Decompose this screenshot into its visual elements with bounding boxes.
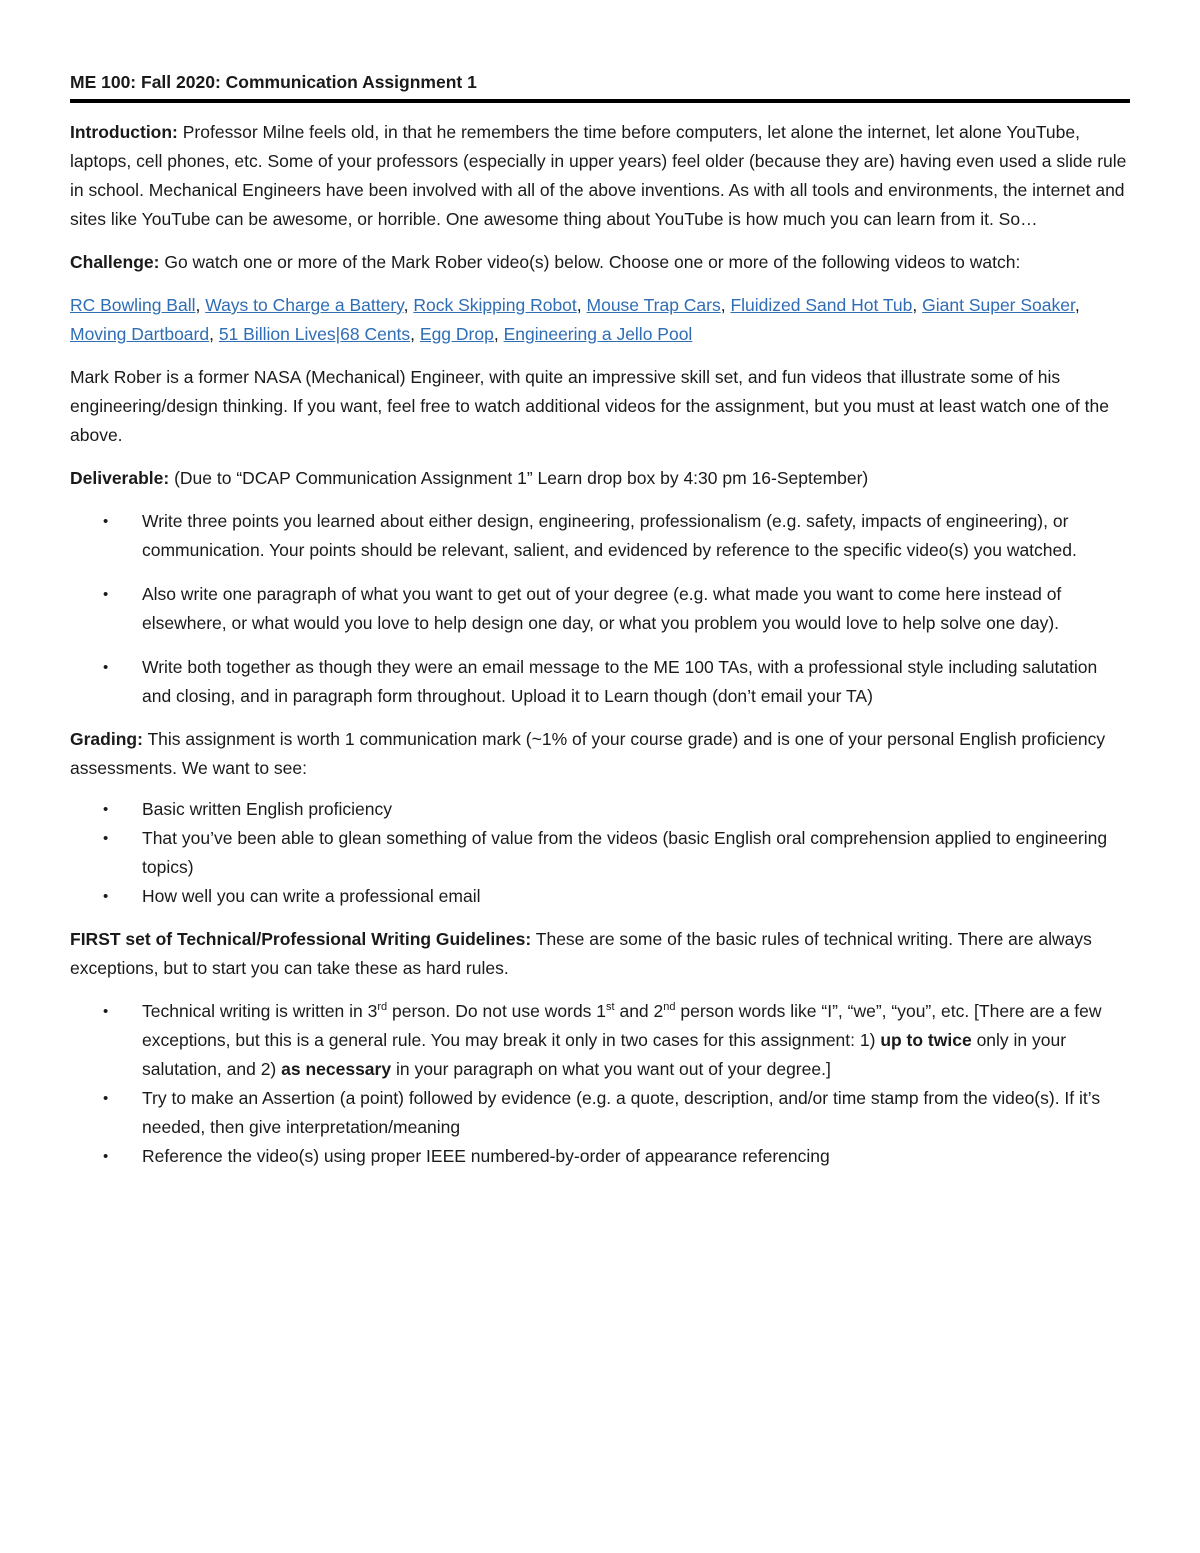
guidelines-label: FIRST set of Technical/Professional Writing Guidelines: [70,929,532,949]
list-item-text: Technical writing is written in 3 [142,1001,378,1021]
list-item-text: Write both together as though they were an email message to the ME 100 TAs, with a professional style including salutation and closing, and in paragraph form throughout. Upload it to Learn though (don’t email your TA) [142,657,1098,706]
superscript: st [606,1001,615,1014]
deliverable-text: (Due to “DCAP Communication Assignment 1” Learn drop box by 4:30 pm 16-September) [169,468,869,488]
video-link-egg-drop[interactable]: Egg Drop [419,324,494,344]
introduction-text: Professor Milne feels old, in that he remembers the time before computers, let alone the internet, let alone YouTube, laptops, cell phones, etc. Some of your professors (especially in upper years) feel older (because they are) having even used a slide rule in school. Mechanical Engineers have been involved with all of the above inventions. As with all tools and environments, the internet and sites like YouTube can be awesome, or horrible. One awesome thing about YouTube is how much you can learn from it. So… [70,122,1127,229]
bullet-icon: • [103,888,109,905]
page-title: ME 100: Fall 2020: Communication Assignment 1 [70,70,1130,103]
bullet-icon: • [103,586,109,603]
challenge-text: Go watch one or more of the Mark Rober video(s) below. Choose one or more of the following videos to watch: [159,252,1021,272]
link-separator: , [209,324,219,344]
grading-text: This assignment is worth 1 communication mark (~1% of your course grade) and is one of your personal English proficiency assessments. We want to see: [70,729,1106,778]
deliverable-paragraph [70,464,1130,493]
list-item-text: only in your salutation, and 2) [142,1030,1067,1079]
introduction-paragraph [70,118,1130,234]
list-item [70,507,1130,565]
video-link-moving-dartboard[interactable]: Moving Dartboard [70,324,210,344]
list-item [70,824,1130,882]
mark-rober-paragraph: Mark Rober is a former NASA (Mechanical) Engineer, with quite an impressive skill set, and fun videos that illustrate some of his engineering/design thinking. If you want, feel free to watch additional videos for the assignment, but you must at least watch one of the above. [70,367,1109,445]
list-item [70,997,1130,1084]
link-separator: , [403,295,414,315]
list-item [70,795,1130,824]
deliverable-list [70,507,1130,711]
video-links [70,291,1130,349]
list-item-text: That you’ve been able to glean something of value from the videos (basic English oral comprehension applied to engineering topics) [142,828,1108,877]
guidelines-paragraph [70,925,1130,983]
list-item-text: in your paragraph on what you want out of your degree.] [391,1059,831,1079]
link-separator: , [912,295,923,315]
introduction-label: Introduction: [70,122,178,142]
deliverable-label: Deliverable: [70,468,170,488]
list-item [70,882,1130,911]
emphasis-text: up to twice [880,1030,972,1050]
bullet-icon: • [103,1003,109,1020]
link-separator: , [195,295,206,315]
list-item-text: and 2 [614,1001,664,1021]
emphasis-text: as necessary [281,1059,392,1079]
list-item-text: Write three points you learned about either design, engineering, professionalism (e.g. safety, impacts of engineering), or communication. Your points should be relevant, salient, and evidenced by reference to the specific video(s) you watched. [142,511,1077,560]
video-link-rc-bowling-ball[interactable]: RC Bowling Ball [70,295,196,315]
list-item-text: Try to make an Assertion (a point) followed by evidence (e.g. a quote, description, and/or time stamp from the video(s). If it’s needed, then give interpretation/meaning [142,1088,1101,1137]
bullet-icon: • [103,1148,109,1165]
list-item-text: person. Do not use words 1 [387,1001,607,1021]
list-item [70,1142,1130,1171]
bullet-icon: • [103,801,109,818]
list-item-text: person words like “I”, “we”, “you”, etc. [There are a few exceptions, but this is a general rule. You may break it only in two cases for this assignment: 1) [142,1001,1102,1050]
superscript: rd [377,1001,388,1014]
video-link-mouse-trap-cars[interactable]: Mouse Trap Cars [586,295,721,315]
video-link-fluidized-sand-hot-tub[interactable]: Fluidized Sand Hot Tub [730,295,913,315]
list-item [70,653,1130,711]
list-item-text: How well you can write a professional email [142,886,481,906]
bullet-icon: • [103,1090,109,1107]
document-page [70,70,1130,1171]
video-link-51-billion-lives[interactable]: 51 Billion Lives|68 Cents [218,324,411,344]
bullet-icon: • [103,659,109,676]
list-item-text: Also write one paragraph of what you want to get out of your degree (e.g. what made you want to come here instead of elsewhere, or what would you love to help design one day, or what you problem you would love to help solve one day). [142,584,1062,633]
guidelines-list [70,997,1130,1171]
list-item [70,580,1130,638]
video-link-ways-to-charge-a-battery[interactable]: Ways to Charge a Battery [205,295,404,315]
link-separator: , [576,295,587,315]
list-item [70,1084,1130,1142]
link-separator: , [1074,295,1080,315]
superscript: nd [663,1001,676,1014]
video-link-rock-skipping-robot[interactable]: Rock Skipping Robot [413,295,577,315]
bullet-icon: • [103,830,109,847]
grading-paragraph [70,725,1130,783]
challenge-paragraph [70,248,1130,277]
guidelines-text: These are some of the basic rules of technical writing. There are always exceptions, but to start you can take these as hard rules. [70,929,1092,978]
bullet-icon: • [103,513,109,530]
link-separator: , [493,324,504,344]
video-link-giant-super-soaker[interactable]: Giant Super Soaker [922,295,1075,315]
video-link-engineering-a-jello-pool[interactable]: Engineering a Jello Pool [503,324,693,344]
link-separator: , [410,324,420,344]
list-item-text: Reference the video(s) using proper IEEE numbered-by-order of appearance referencing [142,1146,830,1166]
list-item-text: Basic written English proficiency [142,799,392,819]
grading-list [70,795,1130,911]
challenge-label: Challenge: [70,252,160,272]
link-separator: , [720,295,731,315]
grading-label: Grading: [70,729,143,749]
